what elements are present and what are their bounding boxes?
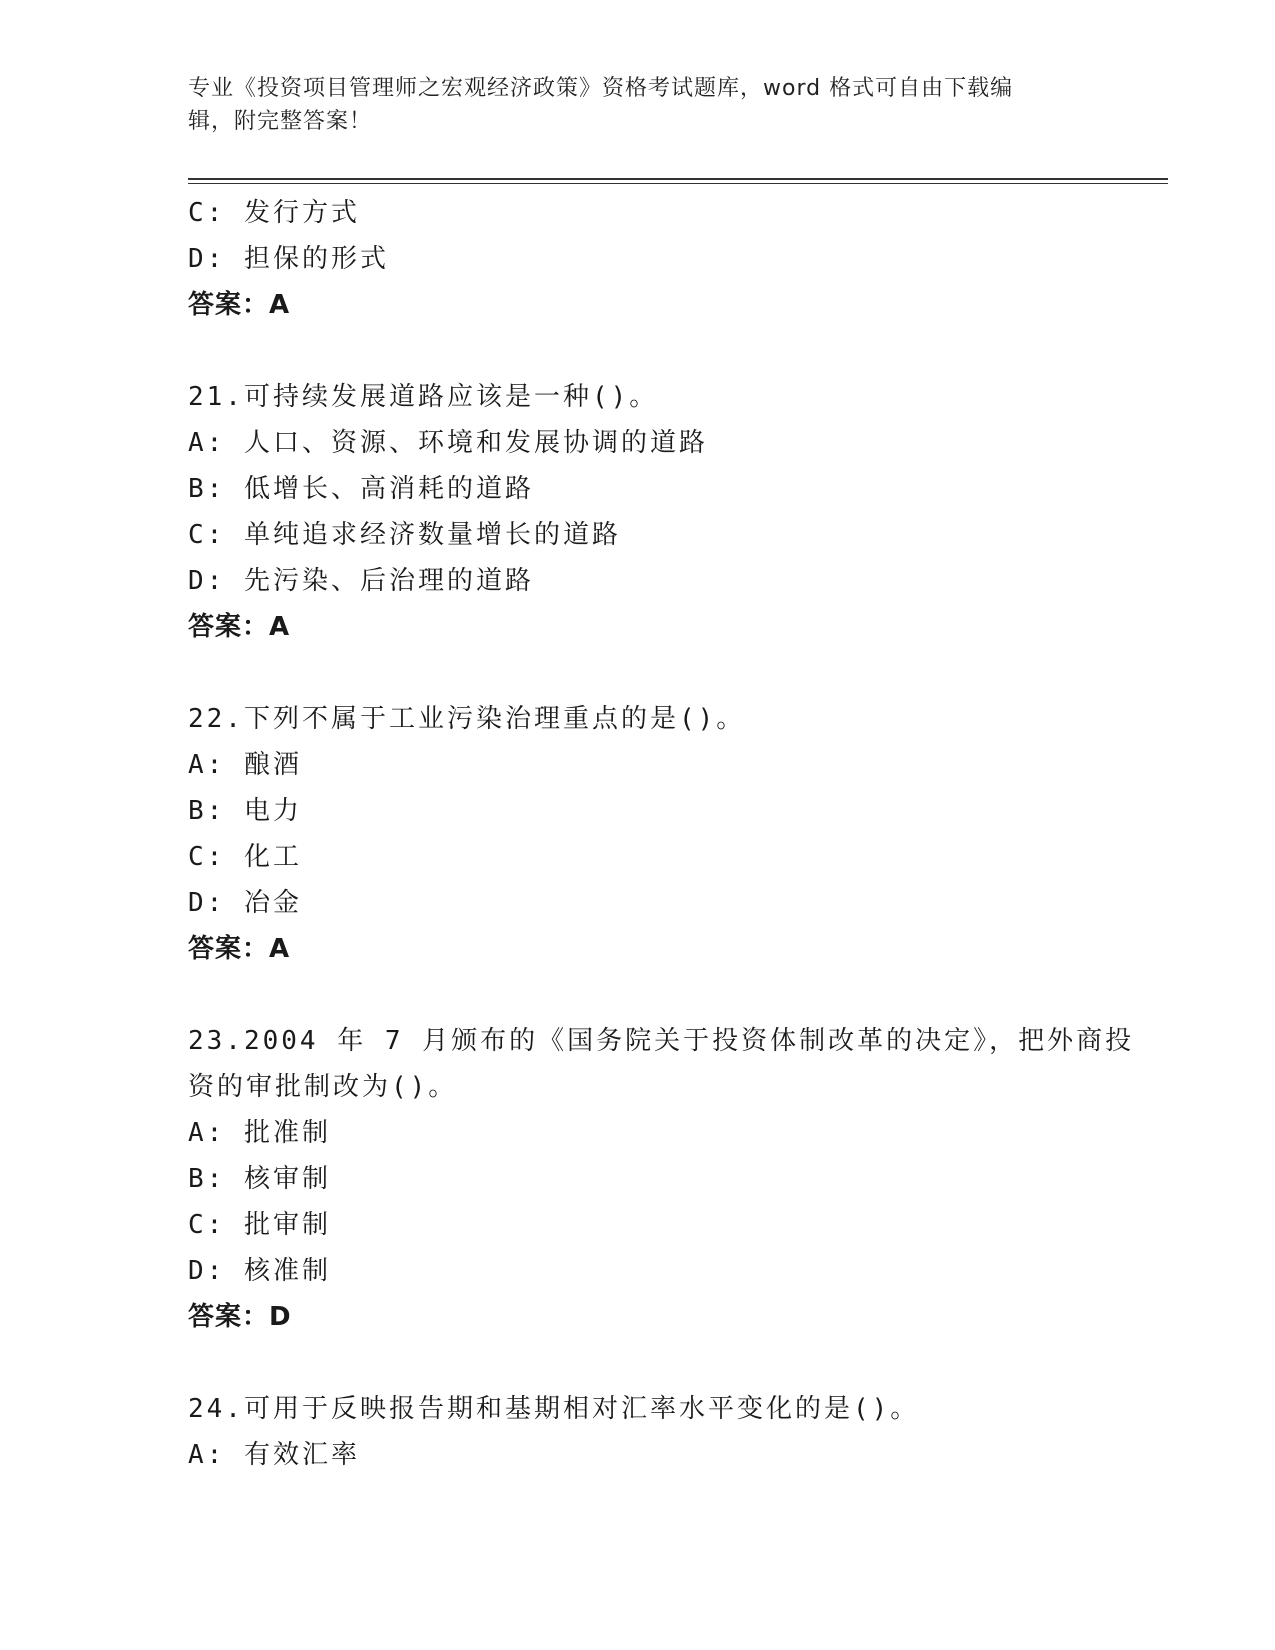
spacer: [188, 328, 1168, 374]
option-a: A: 酿酒: [188, 750, 302, 780]
question-24: [188, 1386, 1168, 1478]
option-b: B: 低增长、高消耗的道路: [188, 474, 534, 504]
header-divider-thin: [188, 183, 1168, 184]
answer-line: 答案：A: [188, 934, 291, 964]
option-c: C: 批审制: [188, 1210, 331, 1240]
spacer: [188, 972, 1168, 1018]
question-23: [188, 1018, 1168, 1340]
question-stem: 22.下列不属于工业污染治理重点的是()。: [188, 704, 746, 734]
option-d: D: 先污染、后治理的道路: [188, 566, 534, 596]
header-divider-thick: [188, 178, 1168, 180]
question-stem: 24.可用于反映报告期和基期相对汇率水平变化的是()。: [188, 1394, 920, 1424]
option-a: A: 批准制: [188, 1118, 331, 1148]
question-stem-line-2: 资的审批制改为()。: [188, 1072, 458, 1102]
option-c: C: 发行方式: [188, 198, 360, 228]
answer-line: 答案：A: [188, 612, 291, 642]
option-c: C: 单纯追求经济数量增长的道路: [188, 520, 621, 550]
answer-line: 答案：D: [188, 1302, 292, 1332]
option-d: D: 核准制: [188, 1256, 331, 1286]
spacer: [188, 1340, 1168, 1386]
question-20-continued: [188, 190, 1168, 328]
question-22: [188, 696, 1168, 972]
document-header: [188, 72, 1088, 138]
document-body: [188, 190, 1168, 1478]
option-a: A: 有效汇率: [188, 1440, 360, 1470]
option-d: D: 冶金: [188, 888, 302, 918]
option-d: D: 担保的形式: [188, 244, 389, 274]
header-line-2: 辑，附完整答案！: [188, 109, 373, 134]
question-stem: 21.可持续发展道路应该是一种()。: [188, 382, 659, 412]
question-21: [188, 374, 1168, 650]
answer-line: 答案：A: [188, 290, 291, 320]
option-a: A: 人口、资源、环境和发展协调的道路: [188, 428, 708, 458]
header-line-1: 专业《投资项目管理师之宏观经济政策》资格考试题库，word 格式可自由下载编: [188, 76, 1014, 101]
spacer: [188, 650, 1168, 696]
question-stem-line-1: 23.2004 年 7 月颁布的《国务院关于投资体制改革的决定》，把外商投: [188, 1026, 1135, 1056]
option-c: C: 化工: [188, 842, 302, 872]
option-b: B: 核审制: [188, 1164, 331, 1194]
option-b: B: 电力: [188, 796, 302, 826]
